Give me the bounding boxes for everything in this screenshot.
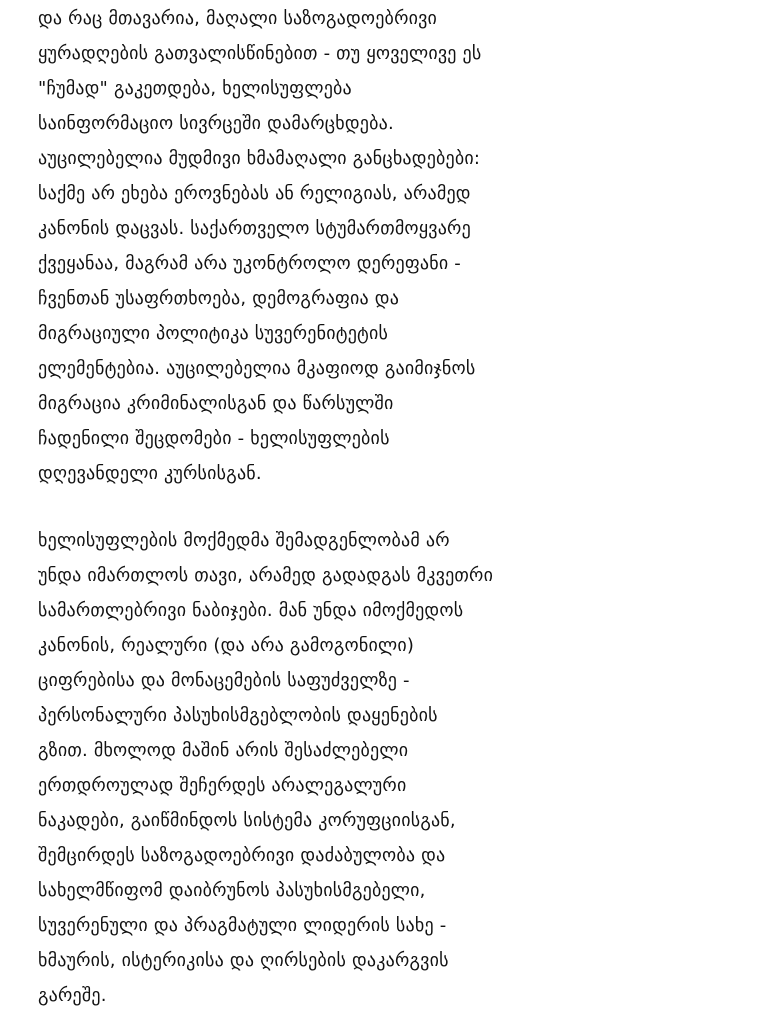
text-line: ელემენტებია. აუცილებელია მკაფიოდ გაიმიჯნოს <box>38 358 476 379</box>
text-line: გარეშე. <box>38 985 107 1006</box>
text-line: ერთდროულად შეჩერდეს არალეგალური <box>38 775 407 796</box>
text-line: ციფრებისა და მონაცემების საფუძველზე - <box>38 670 410 691</box>
text-line: ჩვენთან უსაფრთხოება, დემოგრაფია და <box>38 288 400 309</box>
text-line: სუვერენული და პრაგმატული ლიდერის სახე - <box>38 915 447 936</box>
text-line: პერსონალური პასუხისმგებლობის დაყენების <box>38 705 438 726</box>
text-line: მიგრაცია კრიმინალისგან და წარსულში <box>38 393 394 414</box>
text-line: საინფორმაციო სივრცეში დამარცხდება. <box>38 113 394 134</box>
text-line: სახელმწიფომ დაიბრუნოს პასუხისმგებელი, <box>38 880 426 901</box>
text-line: კანონის, რეალური (და არა გამოგონილი) <box>38 635 415 656</box>
text-line: უნდა იმართლოს თავი, არამედ გადადგას მკვეთრი <box>38 565 494 586</box>
text-line: დღევანდელი კურსისგან. <box>38 463 262 484</box>
text-line: საქმე არ ეხება ეროვნებას ან რელიგიას, არამედ <box>38 183 471 204</box>
text-line: ხელისუფლების მოქმედმა შემადგენლობამ არ <box>38 530 450 551</box>
text-line: ნაკადები, გაიწმინდოს სისტემა კორუფციისგან, <box>38 810 456 831</box>
text-line: ხმაურის, ისტერიკისა და ღირსების დაკარგვის <box>38 950 449 971</box>
text-line: "ჩუმად" გაკეთდება, ხელისუფლება <box>38 78 352 99</box>
paragraph-1 <box>38 1 767 491</box>
text-line: და რაც მთავარია, მაღალი საზოგადოებრივი <box>38 8 438 29</box>
text-line: მიგრაციული პოლიტიკა სუვერენიტეტის <box>38 323 389 344</box>
text-line: ჩადენილი შეცდომები - ხელისუფლების <box>38 428 390 449</box>
text-line: შემცირდეს საზოგადოებრივი დაძაბულობა და <box>38 845 446 866</box>
text-line: გზით. მხოლოდ მაშინ არის შესაძლებელი <box>38 740 409 761</box>
text-line: ყურადღების გათვალისწინებით - თუ ყოველივე ეს <box>38 43 482 64</box>
paragraph-2 <box>38 523 767 1013</box>
text-line: აუცილებელია მუდმივი ხმამაღალი განცხადებები: <box>38 148 481 169</box>
text-line: კანონის დაცვას. საქართველო სტუმართმოყვარე <box>38 218 471 239</box>
text-line: ქვეყანაა, მაგრამ არა უკონტროლო დერეფანი - <box>38 253 461 274</box>
text-line: სამართლებრივი ნაბიჯები. მან უნდა იმოქმედოს <box>38 600 464 621</box>
